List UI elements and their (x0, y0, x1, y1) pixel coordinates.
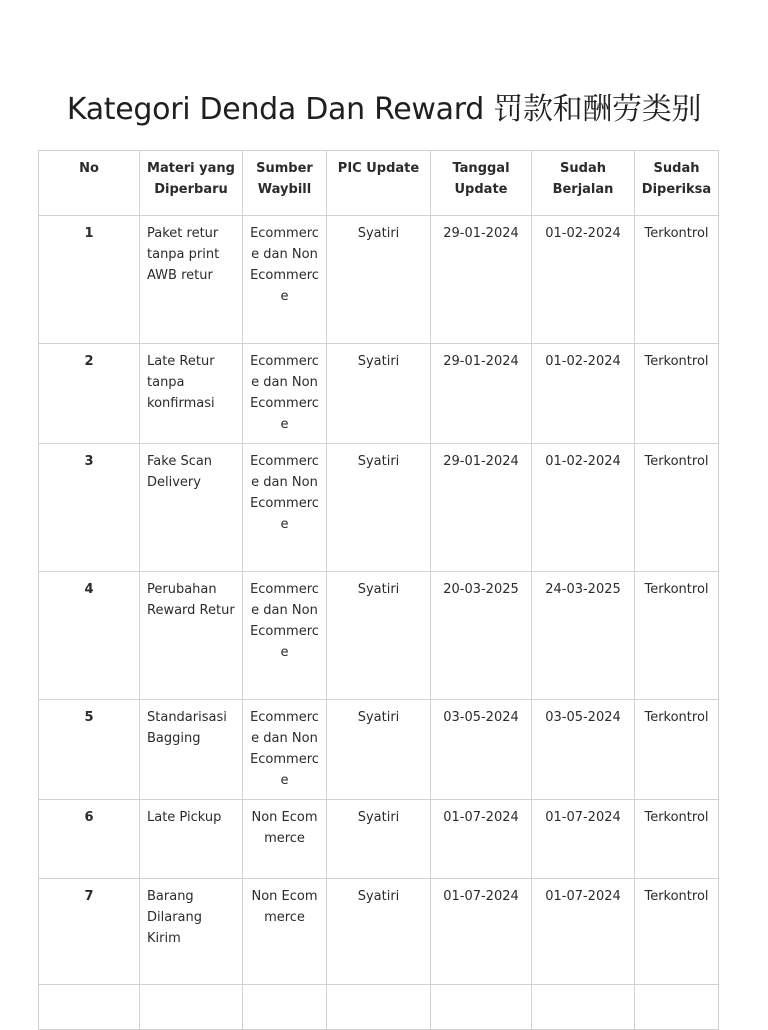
cell-no: 7 (39, 879, 140, 985)
cell-diperiksa: Terkontrol (635, 216, 719, 344)
page-title: Kategori Denda Dan Reward 罚款和酬劳类别 (66, 92, 702, 127)
cell-sumber: Ecommerce dan Non Ecommerce (243, 344, 327, 444)
table-row (39, 700, 719, 800)
cell-materi: Paket retur tanpa print AWB retur (140, 216, 243, 344)
cell-materi: Late Pickup (140, 800, 243, 879)
cell-empty (431, 985, 532, 1030)
header-tanggal: Tanggal Update (431, 151, 532, 216)
cell-no: 6 (39, 800, 140, 879)
cell-diperiksa: Terkontrol (635, 344, 719, 444)
table-row (39, 572, 719, 700)
header-sumber: Sumber Waybill (243, 151, 327, 216)
cell-tanggal: 01-07-2024 (431, 800, 532, 879)
cell-empty (532, 985, 635, 1030)
cell-pic: Syatiri (327, 879, 431, 985)
cell-pic: Syatiri (327, 572, 431, 700)
cell-berjalan: 03-05-2024 (532, 700, 635, 800)
header-pic: PIC Update (327, 151, 431, 216)
header-diperiksa: Sudah Diperiksa (635, 151, 719, 216)
cell-no: 4 (39, 572, 140, 700)
cell-pic: Syatiri (327, 700, 431, 800)
cell-materi: Barang Dilarang Kirim (140, 879, 243, 985)
cell-empty (635, 985, 719, 1030)
cell-materi: Standarisasi Bagging (140, 700, 243, 800)
cell-diperiksa: Terkontrol (635, 879, 719, 985)
cell-diperiksa: Terkontrol (635, 800, 719, 879)
cell-pic: Syatiri (327, 444, 431, 572)
cell-sumber: Non Ecommerce (243, 800, 327, 879)
cell-materi: Late Retur tanpa konfirmasi (140, 344, 243, 444)
cell-pic: Syatiri (327, 344, 431, 444)
cell-berjalan: 01-02-2024 (532, 216, 635, 344)
cell-diperiksa: Terkontrol (635, 700, 719, 800)
cell-tanggal: 03-05-2024 (431, 700, 532, 800)
cell-materi: Fake Scan Delivery (140, 444, 243, 572)
cell-diperiksa: Terkontrol (635, 572, 719, 700)
cell-tanggal: 29-01-2024 (431, 444, 532, 572)
table-row (39, 879, 719, 985)
table-row-partial (39, 985, 719, 1030)
cell-sumber: Ecommerce dan Non Ecommerce (243, 572, 327, 700)
cell-sumber: Ecommerce dan Non Ecommerce (243, 700, 327, 800)
table-header-row (39, 151, 719, 216)
cell-sumber: Ecommerce dan Non Ecommerce (243, 216, 327, 344)
table-row (39, 344, 719, 444)
cell-empty (39, 985, 140, 1030)
cell-no: 5 (39, 700, 140, 800)
header-no: No (39, 151, 140, 216)
cell-empty (327, 985, 431, 1030)
cell-no: 1 (39, 216, 140, 344)
cell-sumber: Ecommerce dan Non Ecommerce (243, 444, 327, 572)
cell-tanggal: 01-07-2024 (431, 879, 532, 985)
cell-berjalan: 01-07-2024 (532, 879, 635, 985)
cell-empty (243, 985, 327, 1030)
cell-berjalan: 24-03-2025 (532, 572, 635, 700)
cell-tanggal: 29-01-2024 (431, 216, 532, 344)
update-table (38, 150, 719, 1030)
cell-materi: Perubahan Reward Retur (140, 572, 243, 700)
cell-no: 2 (39, 344, 140, 444)
cell-no: 3 (39, 444, 140, 572)
table-row (39, 444, 719, 572)
cell-berjalan: 01-02-2024 (532, 444, 635, 572)
cell-empty (140, 985, 243, 1030)
cell-tanggal: 20-03-2025 (431, 572, 532, 700)
cell-berjalan: 01-02-2024 (532, 344, 635, 444)
cell-sumber: Non Ecommerce (243, 879, 327, 985)
cell-pic: Syatiri (327, 216, 431, 344)
cell-tanggal: 29-01-2024 (431, 344, 532, 444)
header-berjalan: Sudah Berjalan (532, 151, 635, 216)
cell-berjalan: 01-07-2024 (532, 800, 635, 879)
table-row (39, 216, 719, 344)
cell-diperiksa: Terkontrol (635, 444, 719, 572)
table-row (39, 800, 719, 879)
cell-pic: Syatiri (327, 800, 431, 879)
header-materi: Materi yang Diperbaru (140, 151, 243, 216)
